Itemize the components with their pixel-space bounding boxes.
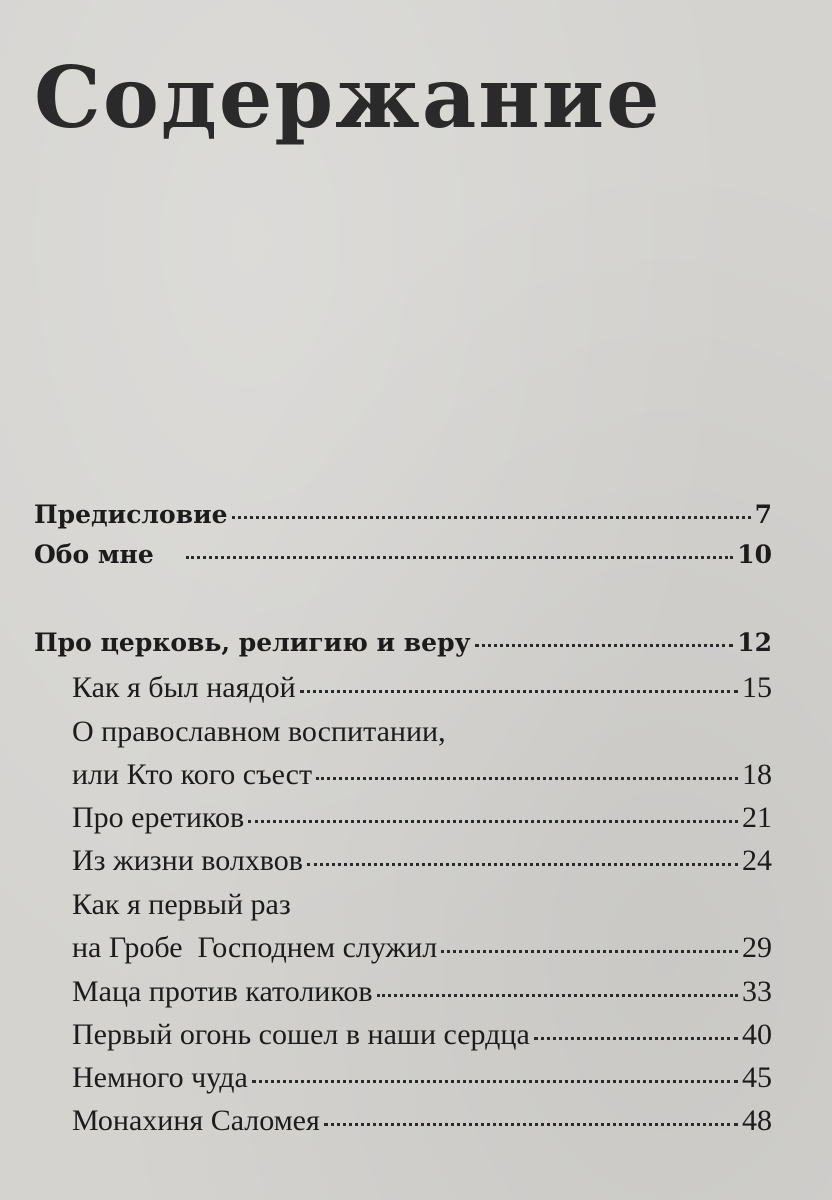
toc-entry-label: или Кто кого съест xyxy=(72,758,313,791)
toc-entry[interactable] xyxy=(72,760,772,790)
toc-entry-label: Монахиня Саломея xyxy=(72,1104,320,1137)
toc-entry[interactable] xyxy=(72,1020,772,1050)
toc-entry[interactable] xyxy=(72,673,772,703)
dot-leader xyxy=(534,1037,738,1040)
toc-entry-page: 29 xyxy=(742,931,772,964)
toc-entry-label: Про церковь, религию и веру xyxy=(34,628,471,657)
page-title: Содержание xyxy=(34,48,662,147)
toc-entry-preface[interactable] xyxy=(34,502,772,527)
toc-entry-label: Из жизни волхвов xyxy=(72,844,303,877)
dot-leader xyxy=(300,690,738,693)
toc-entry-page: 33 xyxy=(742,975,772,1008)
toc-entry-label: Как я был наядой xyxy=(72,671,296,704)
toc-entry-about-me[interactable] xyxy=(34,542,772,567)
toc-entry-label: Про еретиков xyxy=(72,801,245,834)
toc-entry-page: 48 xyxy=(742,1104,772,1137)
dot-leader xyxy=(441,950,738,953)
dot-leader xyxy=(307,863,738,866)
toc-entry-label-line1: О православном воспитании, xyxy=(72,715,446,748)
dot-leader xyxy=(186,556,733,559)
toc-entry-label: Немного чуда xyxy=(72,1061,248,1094)
toc-entry[interactable] xyxy=(72,803,772,833)
toc-entry-page: 10 xyxy=(737,540,772,569)
toc-entry-label: Обо мне xyxy=(34,540,154,569)
toc-entry[interactable] xyxy=(72,977,772,1007)
toc-entry-label: Маца против католиков xyxy=(72,975,373,1008)
toc-entry-page: 12 xyxy=(737,628,772,657)
toc-entry-label: Предисловие xyxy=(34,500,228,529)
dot-leader xyxy=(475,644,734,647)
dot-leader xyxy=(377,994,738,997)
toc-entry[interactable] xyxy=(72,1106,772,1136)
dot-leader xyxy=(316,777,738,780)
toc-entry-page: 7 xyxy=(754,500,772,529)
toc-entry-page: 15 xyxy=(742,671,772,704)
toc-entry[interactable] xyxy=(72,933,772,963)
dot-leader xyxy=(248,820,738,823)
toc-entry-label: Первый огонь сошел в наши сердца xyxy=(72,1018,530,1051)
toc-entry[interactable] xyxy=(72,846,772,876)
toc-entry-label-line1: Как я первый раз xyxy=(72,888,291,921)
dot-leader xyxy=(324,1123,738,1126)
toc-entry[interactable] xyxy=(72,1063,772,1093)
toc-entry-page: 40 xyxy=(742,1018,772,1051)
toc-entry-page: 18 xyxy=(742,758,772,791)
dot-leader xyxy=(252,1080,738,1083)
dot-leader xyxy=(232,516,751,519)
toc-entry-label: на Гробе Господнем служил xyxy=(72,931,438,964)
toc-entry-page: 21 xyxy=(742,801,772,834)
toc-entry-church-section[interactable] xyxy=(34,630,772,655)
toc-entry-page: 24 xyxy=(742,844,772,877)
toc-entry-page: 45 xyxy=(742,1061,772,1094)
